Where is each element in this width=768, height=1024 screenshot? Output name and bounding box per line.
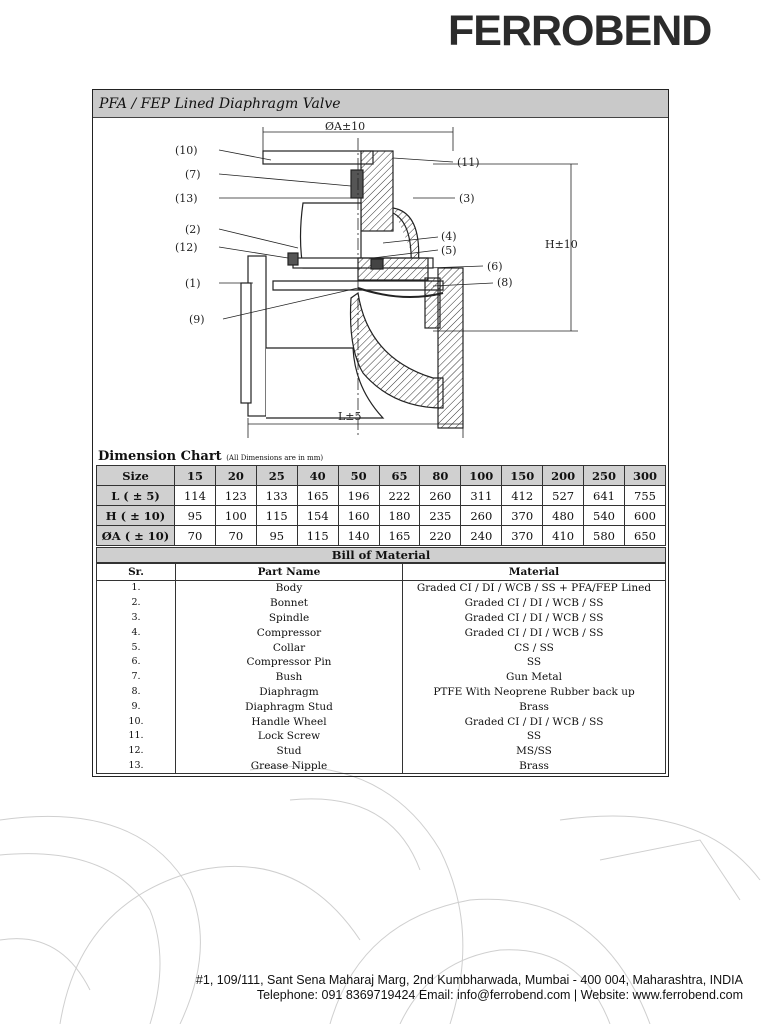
material-cell: Graded CI / DI / WCB / SS bbox=[403, 611, 666, 626]
bom-header-row bbox=[97, 564, 666, 581]
footer-address: #1, 109/111, Sant Sena Maharaj Marg, 2nd Kumbharwada, Mumbai - 400 004, Maharashtra, INDIA bbox=[195, 973, 743, 987]
part-header: Part Name bbox=[176, 564, 403, 581]
callout-7: (7) bbox=[185, 168, 201, 181]
dimension-table bbox=[96, 465, 666, 546]
table-row bbox=[97, 596, 666, 611]
sr-cell: 7. bbox=[97, 670, 176, 685]
sr-cell: 8. bbox=[97, 685, 176, 700]
sr-cell: 5. bbox=[97, 640, 176, 655]
value-cell: 580 bbox=[584, 526, 625, 546]
bill-of-material-table bbox=[96, 563, 666, 774]
material-cell: Brass bbox=[403, 759, 666, 774]
part-cell: Stud bbox=[176, 744, 403, 759]
part-cell: Compressor Pin bbox=[176, 655, 403, 670]
callout-10: (10) bbox=[175, 144, 198, 157]
row-label: H ( ± 10) bbox=[97, 506, 175, 526]
value-cell: 650 bbox=[624, 526, 665, 546]
table-row bbox=[97, 581, 666, 596]
value-cell: 180 bbox=[379, 506, 420, 526]
table-row bbox=[97, 759, 666, 774]
sr-cell: 11. bbox=[97, 729, 176, 744]
material-cell: MS/SS bbox=[403, 744, 666, 759]
value-cell: 95 bbox=[175, 506, 216, 526]
callout-6: (6) bbox=[487, 260, 503, 273]
value-cell: 412 bbox=[502, 486, 543, 506]
value-cell: 70 bbox=[175, 526, 216, 546]
material-cell: Graded CI / DI / WCB / SS bbox=[403, 714, 666, 729]
dim-l-label: L±5 bbox=[338, 410, 362, 423]
material-cell: Gun Metal bbox=[403, 670, 666, 685]
value-cell: 114 bbox=[175, 486, 216, 506]
value-cell: 70 bbox=[215, 526, 256, 546]
value-cell: 260 bbox=[461, 506, 502, 526]
material-cell: SS bbox=[403, 729, 666, 744]
value-cell: 410 bbox=[543, 526, 584, 546]
size-cell: 20 bbox=[215, 466, 256, 486]
size-cell: 25 bbox=[256, 466, 297, 486]
value-cell: 480 bbox=[543, 506, 584, 526]
size-cell: 15 bbox=[175, 466, 216, 486]
value-cell: 260 bbox=[420, 486, 461, 506]
callout-4: (4) bbox=[441, 230, 457, 243]
sr-cell: 13. bbox=[97, 759, 176, 774]
value-cell: 370 bbox=[502, 526, 543, 546]
value-cell: 196 bbox=[338, 486, 379, 506]
material-cell: SS bbox=[403, 655, 666, 670]
table-row bbox=[97, 670, 666, 685]
size-cell: 300 bbox=[624, 466, 665, 486]
part-cell: Handle Wheel bbox=[176, 714, 403, 729]
dimension-note: (All Dimensions are in mm) bbox=[226, 454, 324, 462]
value-cell: 115 bbox=[256, 506, 297, 526]
value-cell: 641 bbox=[584, 486, 625, 506]
footer bbox=[196, 973, 743, 1003]
sr-cell: 4. bbox=[97, 625, 176, 640]
table-row bbox=[97, 611, 666, 626]
material-cell: CS / SS bbox=[403, 640, 666, 655]
size-cell: 50 bbox=[338, 466, 379, 486]
value-cell: 133 bbox=[256, 486, 297, 506]
dimension-row-a bbox=[97, 526, 666, 546]
size-cell: 250 bbox=[584, 466, 625, 486]
part-cell: Lock Screw bbox=[176, 729, 403, 744]
dim-a-label: ØA±10 bbox=[325, 120, 366, 133]
table-row bbox=[97, 685, 666, 700]
callout-8: (8) bbox=[497, 276, 513, 289]
value-cell: 100 bbox=[215, 506, 256, 526]
dimension-row-l bbox=[97, 486, 666, 506]
section-title: PFA / FEP Lined Diaphragm Valve bbox=[93, 90, 668, 118]
row-label: L ( ± 5) bbox=[97, 486, 175, 506]
row-label: ØA ( ± 10) bbox=[97, 526, 175, 546]
size-cell: 200 bbox=[543, 466, 584, 486]
value-cell: 540 bbox=[584, 506, 625, 526]
value-cell: 160 bbox=[338, 506, 379, 526]
sr-cell: 12. bbox=[97, 744, 176, 759]
dim-h-label: H±10 bbox=[545, 238, 578, 251]
part-cell: Spindle bbox=[176, 611, 403, 626]
value-cell: 165 bbox=[379, 526, 420, 546]
value-cell: 140 bbox=[338, 526, 379, 546]
table-row bbox=[97, 625, 666, 640]
datasheet-frame bbox=[92, 89, 669, 777]
dimension-chart-title: Dimension Chart (All Dimensions are in mm) bbox=[98, 449, 324, 464]
callout-12: (12) bbox=[175, 241, 198, 254]
bill-of-material-title: Bill of Material bbox=[96, 547, 666, 563]
sr-cell: 10. bbox=[97, 714, 176, 729]
callout-11: (11) bbox=[457, 156, 480, 169]
value-cell: 115 bbox=[297, 526, 338, 546]
value-cell: 123 bbox=[215, 486, 256, 506]
callout-5: (5) bbox=[441, 244, 457, 257]
value-cell: 370 bbox=[502, 506, 543, 526]
table-row bbox=[97, 640, 666, 655]
size-cell: 40 bbox=[297, 466, 338, 486]
part-cell: Grease Nipple bbox=[176, 759, 403, 774]
material-cell: PTFE With Neoprene Rubber back up bbox=[403, 685, 666, 700]
size-header: Size bbox=[97, 466, 175, 486]
table-row bbox=[97, 655, 666, 670]
dimension-header-row bbox=[97, 466, 666, 486]
value-cell: 311 bbox=[461, 486, 502, 506]
part-cell: Bush bbox=[176, 670, 403, 685]
size-cell: 150 bbox=[502, 466, 543, 486]
size-cell: 65 bbox=[379, 466, 420, 486]
sr-header: Sr. bbox=[97, 564, 176, 581]
material-header: Material bbox=[403, 564, 666, 581]
footer-contact: Telephone: 091 8369719424 Email: info@ferrobend.com | Website: www.ferrobend.com bbox=[256, 988, 743, 1002]
value-cell: 240 bbox=[461, 526, 502, 546]
value-cell: 527 bbox=[543, 486, 584, 506]
material-cell: Graded CI / DI / WCB / SS bbox=[403, 625, 666, 640]
value-cell: 220 bbox=[420, 526, 461, 546]
callout-1: (1) bbox=[185, 277, 201, 290]
part-cell: Collar bbox=[176, 640, 403, 655]
callout-13: (13) bbox=[175, 192, 198, 205]
part-cell: Diaphragm bbox=[176, 685, 403, 700]
callout-2: (2) bbox=[185, 223, 201, 236]
ferrobend-logo bbox=[448, 6, 738, 56]
part-cell: Diaphragm Stud bbox=[176, 699, 403, 714]
value-cell: 95 bbox=[256, 526, 297, 546]
brand-name: FERROBEND bbox=[448, 7, 712, 55]
table-row bbox=[97, 699, 666, 714]
table-row bbox=[97, 744, 666, 759]
value-cell: 235 bbox=[420, 506, 461, 526]
material-cell: Graded CI / DI / WCB / SS + PFA/FEP Lined bbox=[403, 581, 666, 596]
size-cell: 80 bbox=[420, 466, 461, 486]
sr-cell: 1. bbox=[97, 581, 176, 596]
value-cell: 755 bbox=[624, 486, 665, 506]
part-cell: Body bbox=[176, 581, 403, 596]
callout-3: (3) bbox=[459, 192, 475, 205]
sr-cell: 3. bbox=[97, 611, 176, 626]
value-cell: 600 bbox=[624, 506, 665, 526]
part-cell: Bonnet bbox=[176, 596, 403, 611]
sr-cell: 2. bbox=[97, 596, 176, 611]
value-cell: 165 bbox=[297, 486, 338, 506]
sr-cell: 6. bbox=[97, 655, 176, 670]
size-cell: 100 bbox=[461, 466, 502, 486]
part-cell: Compressor bbox=[176, 625, 403, 640]
value-cell: 222 bbox=[379, 486, 420, 506]
dimension-row-h bbox=[97, 506, 666, 526]
sr-cell: 9. bbox=[97, 699, 176, 714]
table-row bbox=[97, 729, 666, 744]
value-cell: 154 bbox=[297, 506, 338, 526]
valve-drawing bbox=[93, 118, 668, 448]
callout-9: (9) bbox=[189, 313, 205, 326]
material-cell: Graded CI / DI / WCB / SS bbox=[403, 596, 666, 611]
table-row bbox=[97, 714, 666, 729]
material-cell: Brass bbox=[403, 699, 666, 714]
